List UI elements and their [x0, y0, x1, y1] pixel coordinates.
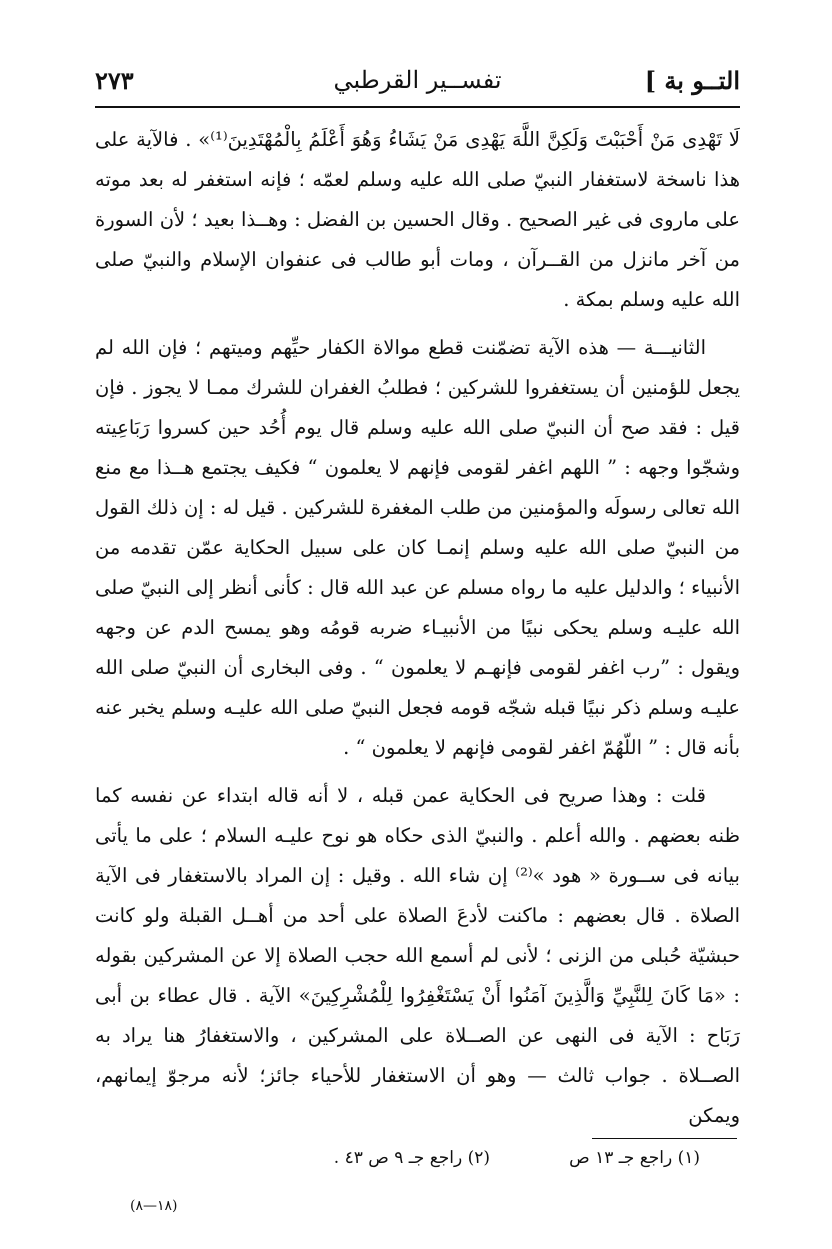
footnote-2: (٢) راجع جـ ٩ ص ٤٣ .: [333, 1148, 490, 1168]
paragraph: [95, 328, 740, 768]
paragraph: [95, 120, 740, 320]
quran-quote: لَا تَهْدِى مَنْ أَحْبَبْتَ وَلَكِنَّ اللَّهَ يَهْدِى مَنْ يَشَاءُ وَهُوَ أَعْلَمُ بِالْمُهْتَدِينَ: [227, 128, 740, 151]
main-text: [95, 120, 740, 1144]
surah-title: التــو بة ]: [644, 66, 740, 95]
header-rule: [95, 106, 740, 108]
paragraph: [95, 776, 740, 1136]
quran-quote: مَا كَانَ لِلنَّبِيِّ وَالَّذِينَ آمَنُوا أَنْ يَسْتَغْفِرُوا لِلْمُشْرِكِينَ: [310, 984, 714, 1007]
page-number: ٢٧٣: [95, 66, 134, 95]
book-title: تفســير القرطبي: [333, 66, 502, 94]
text-run: ⁽¹⁾» . فالآية على هذا ناسخة لاستغفار النبيّ صلى الله عليه وسلم لعمّه ؛ فإنه استغفر له بعد موته على ماروى فى غير الصحيح . وقال الحسين بن الفضل : وهــذا بعيد ؛ لأن السورة من آخر مانزل من القــرآن ، ومات أبو طالب فى عنفوان الإسلام والنبيّ صلى الله عليه وسلم بمكة .: [95, 128, 740, 311]
signature-mark: (١٨—٨): [130, 1198, 178, 1214]
footnote-rule: [592, 1138, 737, 1139]
running-head: [95, 58, 740, 108]
text-run: قلت : وهذا صريح فى الحكاية عمن قبله ، لا أنه قاله ابتداء عن نفسه كما ظنه بعضهم . والله أعلم . والنبيّ الذى حكاه هو نوح عليـه السلام ؛ على ما يأتى بيانه فى ســورة « هود »⁽²⁾ إن شاء الله . وقيل : إن المراد بالاستغفار فى الآية الصلاة . قال بعضهم : ماكنت لأدعَ الصلاة على أحد من أهــل القبلة ولو كانت حبشيّة حُبلى من الزنى ؛ لأنى لم أسمع الله حجب الصلاة إلا عن المشركين بقوله : «: [95, 784, 740, 1007]
text-run: الثانيـــة — هذه الآية تضمّنت قطع موالاة الكفار حيِّهم وميتهم ؛ فإن الله لم يجعل للؤمنين أن يستغفروا للشركين ؛ فطلبُ الغفران للشرك ممـا لا يجوز . فإن قيل : فقد صح أن النبيّ صلى الله عليه وسلم قال يوم أُحُد حين كسروا رَبَاعِيته وشجّوا وجهه : ” اللهم اغفر لقومى فإنهم لا يعلمون “ فكيف يجتمع هــذا مع منع الله تعالى رسولَه والمؤمنين من طلب المغفرة للشركين . قيل له : إن ذلك القول من النبيّ صلى الله عليه وسلم إنمـا كان على سبيل الحكاية عمّن تقدمه من الأنبياء ؛ والدليل عليه ما رواه مسلم عن عبد الله قال : كأنى أنظر إلى النبيّ صلى الله عليـه وسلم يحكى نبيًا من الأنبيـاء ضربه قومُه وهو يمسح الدم عن وجهه ويقول : ”رب اغفر لقومى فإنهـم لا يعلمون “ . وفى البخارى أن النبيّ صلى الله عليـه وسلم ذكر نبيًا قبله شجّه قومه فجعل النبيّ صلى الله عليـه وسلم يخبر عنه بأنه قال : ” اللّهُمّ اغفر لقومى فإنهم لا يعلمون “ .: [95, 336, 740, 759]
footnotes: [95, 1144, 740, 1178]
footnote-1: (١) راجع جـ ١٣ ص: [569, 1148, 700, 1168]
text-run: » الآية . قال عطاء بن أبى رَبَاح : الآية فى النهى عن الصــلاة على المشركين ، والاستغفارُ هنا يراد به الصــلاة . جواب ثالث — وهو أن الاستغفار للأحياء جائز؛ لأنه مرجوّ إيمانهم، ويمكن: [95, 984, 740, 1127]
